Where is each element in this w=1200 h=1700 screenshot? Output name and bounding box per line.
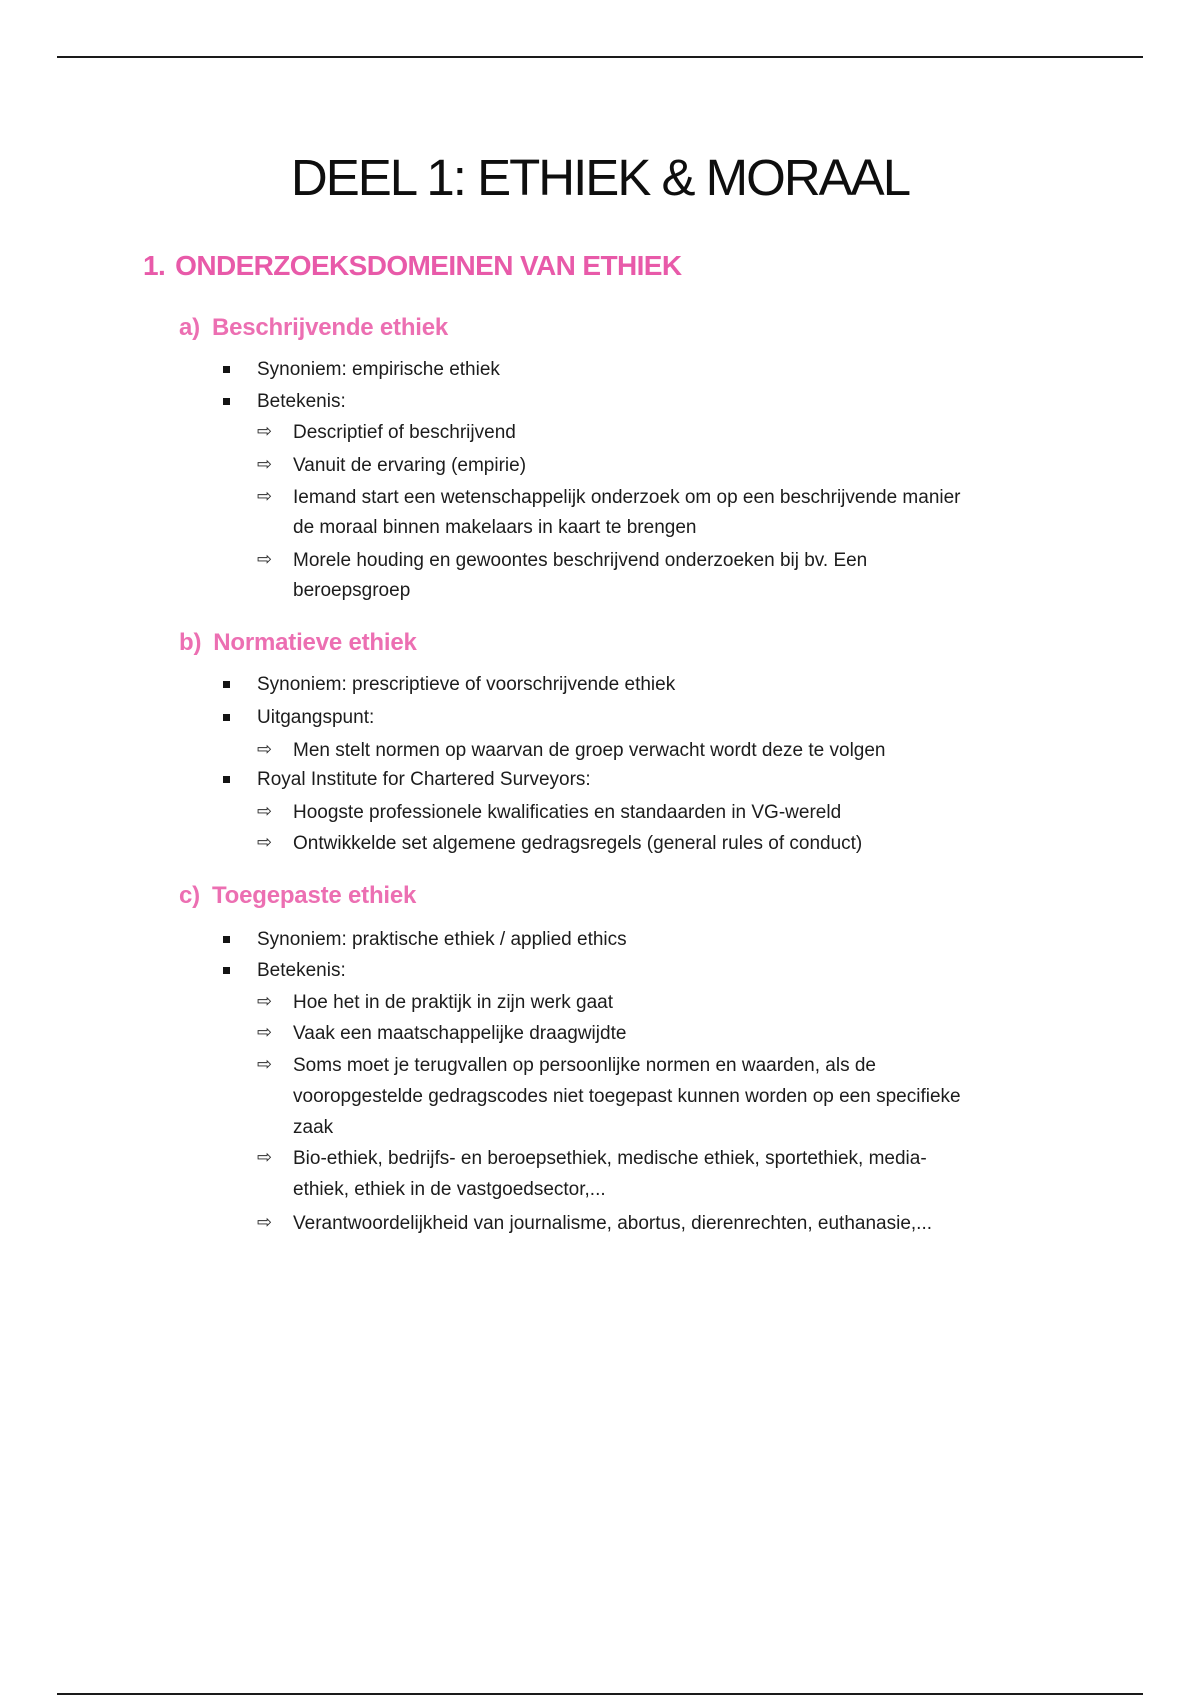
square-bullet-icon xyxy=(223,776,230,783)
sub-list-item: Iemand start een wetenschappelijk onderzoek om op een beschrijvende manier xyxy=(293,487,961,508)
arrow-right-icon: ⇨ xyxy=(257,1022,273,1043)
subheading-b xyxy=(179,627,417,659)
square-bullet-icon xyxy=(223,967,230,974)
square-bullet-icon xyxy=(223,714,230,721)
sub-list-item: Verantwoordelijkheid van journalisme, abortus, dierenrechten, euthanasie,... xyxy=(293,1213,932,1234)
square-bullet-icon xyxy=(223,398,230,405)
subheading-letter: c) xyxy=(179,882,200,909)
sub-list-item: Hoogste professionele kwalificaties en standaarden in VG-wereld xyxy=(293,802,842,823)
section-title: ONDERZOEKSDOMEINEN VAN ETHIEK xyxy=(175,250,682,281)
square-bullet-icon xyxy=(223,936,230,943)
list-item: Betekenis: xyxy=(257,391,346,412)
arrow-right-icon: ⇨ xyxy=(257,739,273,760)
sub-list-item-continuation: vooropgestelde gedragscodes niet toegepast kunnen worden op een specifieke xyxy=(293,1086,961,1107)
square-bullet-icon xyxy=(223,681,230,688)
arrow-right-icon: ⇨ xyxy=(257,1147,273,1168)
list-item: Synoniem: praktische ethiek / applied ethics xyxy=(257,929,627,950)
page-title: DEEL 1: ETHIEK & MORAAL xyxy=(290,149,910,206)
sub-list-item: Men stelt normen op waarvan de groep verwacht wordt deze te volgen xyxy=(293,740,886,761)
sub-list-item: Soms moet je terugvallen op persoonlijke normen en waarden, als de xyxy=(293,1055,876,1076)
sub-list-item: Bio-ethiek, bedrijfs- en beroepsethiek, medische ethiek, sportethiek, media- xyxy=(293,1148,927,1169)
arrow-right-icon: ⇨ xyxy=(257,832,273,853)
square-bullet-icon xyxy=(223,366,230,373)
subheading-letter: b) xyxy=(179,629,202,656)
bottom-rule xyxy=(57,1693,1143,1695)
arrow-right-icon: ⇨ xyxy=(257,991,273,1012)
sub-list-item: Vanuit de ervaring (empirie) xyxy=(293,455,527,476)
section-heading xyxy=(143,248,682,284)
sub-list-item: Hoe het in de praktijk in zijn werk gaat xyxy=(293,992,613,1013)
sub-list-item: Descriptief of beschrijvend xyxy=(293,422,516,443)
arrow-right-icon: ⇨ xyxy=(257,549,273,570)
subheading-c xyxy=(179,880,416,912)
section-number: 1. xyxy=(143,250,166,281)
list-item: Royal Institute for Chartered Surveyors: xyxy=(257,769,591,790)
subheading-a xyxy=(179,312,448,344)
arrow-right-icon: ⇨ xyxy=(257,1212,273,1233)
subheading-title: Normatieve ethiek xyxy=(213,629,417,656)
sub-list-item-continuation: ethiek, ethiek in de vastgoedsector,... xyxy=(293,1179,606,1200)
sub-list-item-continuation: beroepsgroep xyxy=(293,580,411,601)
arrow-right-icon: ⇨ xyxy=(257,801,273,822)
sub-list-item: Ontwikkelde set algemene gedragsregels (general rules of conduct) xyxy=(293,833,863,854)
sub-list-item: Vaak een maatschappelijke draagwijdte xyxy=(293,1023,627,1044)
list-item: Synoniem: prescriptieve of voorschrijvende ethiek xyxy=(257,674,676,695)
subheading-title: Beschrijvende ethiek xyxy=(211,314,449,341)
sub-list-item-continuation: zaak xyxy=(293,1117,334,1138)
arrow-right-icon: ⇨ xyxy=(257,486,273,507)
subheading-title: Toegepaste ethiek xyxy=(211,882,417,909)
list-item: Uitgangspunt: xyxy=(257,707,375,728)
top-rule xyxy=(57,56,1143,58)
sub-list-item: Morele houding en gewoontes beschrijvend onderzoeken bij bv. Een xyxy=(293,550,868,571)
subheading-letter: a) xyxy=(179,314,200,341)
sub-list-item-continuation: de moraal binnen makelaars in kaart te brengen xyxy=(293,517,697,538)
arrow-right-icon: ⇨ xyxy=(257,421,273,442)
list-item: Synoniem: empirische ethiek xyxy=(257,359,500,380)
list-item: Betekenis: xyxy=(257,960,346,981)
arrow-right-icon: ⇨ xyxy=(257,1054,273,1075)
arrow-right-icon: ⇨ xyxy=(257,454,273,475)
